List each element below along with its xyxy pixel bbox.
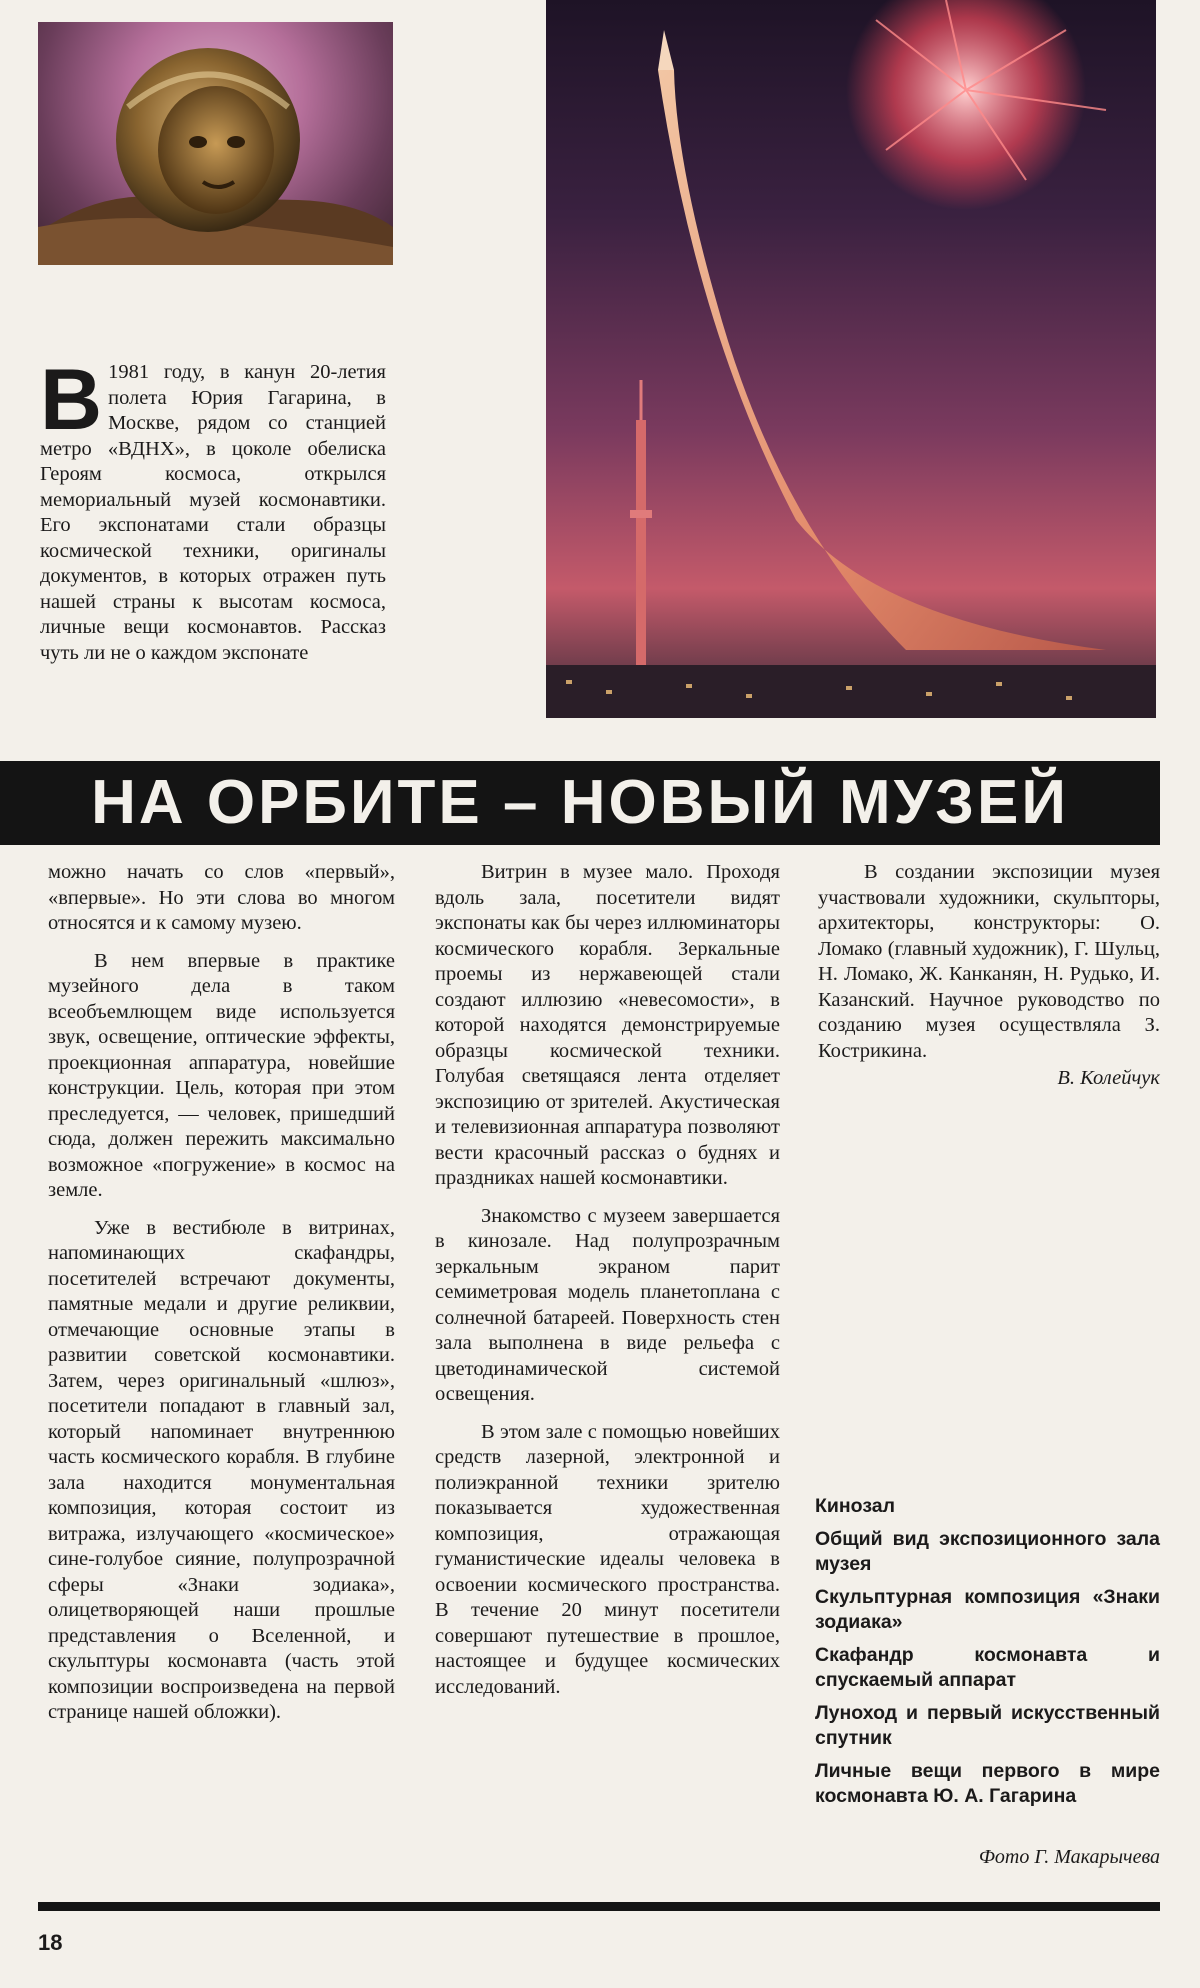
astronaut-sculpture-illustration [38, 22, 393, 265]
column-1 [48, 860, 395, 1738]
photo-captions [815, 1494, 1160, 1817]
caption: Личные вещи первого в мире космонавта Ю. А. Гагарина [815, 1760, 1160, 1807]
bottom-rule [38, 1902, 1160, 1911]
paragraph: В этом зале с помощью новейших средств лазерной, электронной и полиэкранной техники зрителю показывается художественная композиция, отражающая гуманистические идеалы человека в освоении космического пространства. В течение 20 минут посетители совершают путешествие в прошлое, настоящее и будущее космических исследований. [435, 1420, 780, 1698]
caption: Скульптурная композиция «Знаки зодиака» [815, 1586, 1160, 1633]
paragraph: В создании экспозиции музея участвовали художники, скульпторы, архитекторы, конструкторы: О. Ломако (главный художник), Г. Шульц, Н. Ломако, Ж. Канканян, Н. Рудько, И. Казанский. Научное руководство по созданию музея осуществляла З. Кострикина. [818, 861, 1160, 1062]
drop-cap: В [40, 352, 103, 448]
caption: Луноход и первый искусственный спутник [815, 1702, 1160, 1749]
obelisk-illustration [546, 0, 1156, 718]
column-2 [435, 860, 780, 1712]
caption: Скафандр космонавта и спускаемый аппарат [815, 1644, 1160, 1691]
astronaut-sculpture-photo [38, 22, 393, 265]
paragraph: Витрин в музее мало. Проходя вдоль зала, посетители видят экспонаты как бы через иллюминаторы космического корабля. Зеркальные проемы из нержавеющей стали создают иллюзию «невесомости», в которой находятся демонстрируемые образцы космической техники. Голубая светящаяся лента отделяет экспозицию от зрителей. Акустическая и телевизионная аппаратура позволяют вести красочный рассказ о буднях и праздниках нашей космонавтики. [435, 861, 780, 1189]
article-title: НА ОРБИТЕ – НОВЫЙ МУЗЕЙ [91, 768, 1069, 837]
paragraph: можно начать со слов «первый», «впервые». Но эти слова во многом относятся и к самому музею. [48, 861, 395, 934]
caption: Кинозал [815, 1495, 895, 1517]
author-byline: В. Колейчук [1057, 1067, 1160, 1089]
paragraph: Знакомство с музеем завершается в кинозале. Над полупрозрачным зеркальным экраном парит семиметровая модель планетоплана с солнечной батареей. Поверхность стен зала выполнена в виде рельефа с цветодинамической системой освещения. [435, 1204, 780, 1405]
column-3 [818, 860, 1160, 1092]
intro-text: 1981 году, в канун 20-летия полета Юрия Гагарина, в Москве, рядом со станцией метро «ВДНХ», в цоколе обелиска Героям космоса, открылся мемориальный музей космонавтики. Его экспонатами стали образцы космической техники, оригиналы документов, в которых отражен путь нашей страны к высотам космоса, личные вещи космонавтов. Рассказ чуть ли не о каждом экспонате [40, 361, 386, 664]
paragraph: Уже в вестибюле в витринах, напоминающих скафандры, посетителей встречают документы, памятные медали и другие реликвии, отмечающие основные этапы в развитии советской космонавтики. Затем, через оригинальный «шлюз», посетители попадают в главный зал, который напоминает внутреннюю часть космического корабля. В глубине зала находится монументальная композиция, которая состоит из витража, излучающего «космическое» сине-голубое сияние, полупрозрачной сферы «Знаки зодиака», олицетворяющей наши прошлые представления о Вселенной, и скульптуры космонавта (часть этой композиции воспроизведена на первой странице нашей обложки). [48, 1216, 395, 1723]
intro-paragraph [40, 352, 386, 666]
page-number: 18 [38, 1930, 63, 1955]
photo-credit: Фото Г. Макарычева [978, 1846, 1160, 1868]
paragraph: В нем впервые в практике музейного дела в таком всеобъемлющем виде используется звук, освещение, оптические эффекты, проекционная аппаратура, новейшие конструкции. Цель, которая при этом преследуется, — человек, пришедший сюда, должен пережить максимально возможное «погружение» в космос на земле. [48, 949, 395, 1201]
obelisk-night-photo [546, 0, 1156, 718]
caption: Общий вид экспозиционного зала музея [815, 1528, 1160, 1575]
